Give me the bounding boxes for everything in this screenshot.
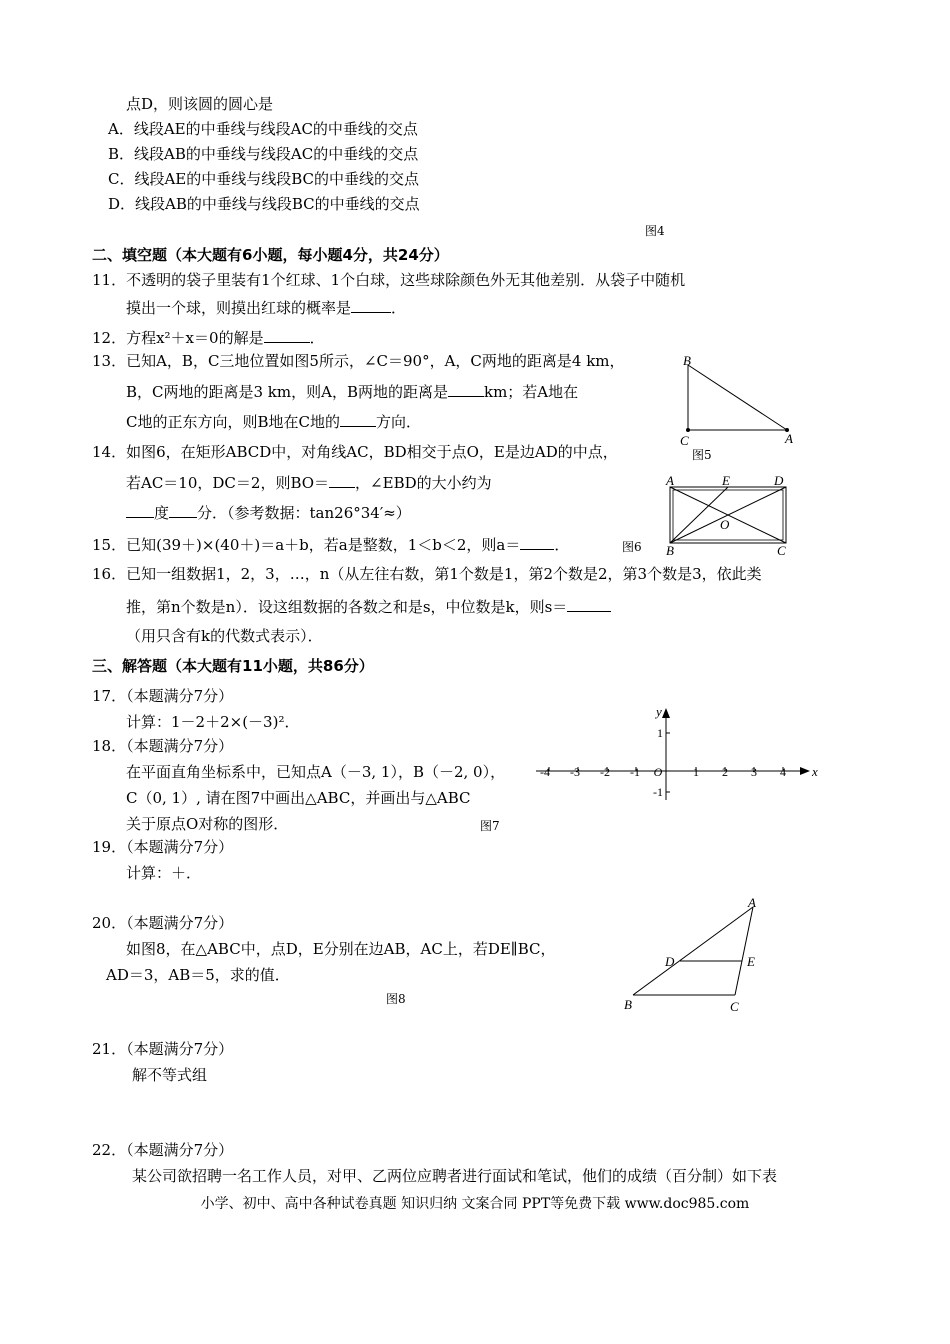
q14-line-1: 14．如图6，在矩形ABCD中，对角线AC，BD相交于点O，E是边AD的中点， — [92, 443, 618, 461]
q11-line-2: 摸出一个球，则摸出红球的概率是 ． — [126, 299, 407, 317]
answer-blank[interactable] — [169, 503, 197, 518]
q14-line-2: 若AC＝10，DC＝2，则BO＝ ，∠EBD的大小约为 — [126, 474, 492, 492]
q13-line-1: 13．已知A，B，C三地位置如图5所示，∠C＝90°，A，C两地的距离是4 km， — [92, 352, 625, 370]
label-b: B — [624, 997, 632, 1012]
x-axis-arrow — [800, 767, 810, 775]
label-a: A — [785, 431, 793, 446]
x-axis-label: x — [812, 764, 818, 779]
figure-5-caption: 图5 — [692, 448, 712, 462]
q22-body: 某公司欲招聘一名工作人员，对甲、乙两位应聘者进行面试和笔试，他们的成绩（百分制）如下表 — [132, 1167, 778, 1185]
y-tick-label: -1 — [653, 785, 663, 799]
figure-4-caption: 图4 — [645, 224, 665, 238]
answer-blank[interactable] — [264, 328, 310, 343]
label-e: E — [722, 473, 730, 488]
label-d: D — [665, 954, 675, 969]
q18-title: 18．（本题满分7分） — [92, 737, 234, 755]
answer-blank[interactable] — [340, 412, 376, 427]
q16-line-2: 推，第n个数是n）．设这组数据的各数之和是s，中位数是k，则s＝ — [126, 597, 611, 616]
q18-line-3: 关于原点O对称的图形． — [126, 815, 289, 833]
y-axis-arrow — [662, 708, 670, 718]
q12: 12．方程x²＋x＝0的解是 ． — [92, 329, 325, 347]
x-tick-label: 4 — [780, 765, 786, 779]
figure-7-caption: 图7 — [480, 819, 500, 833]
answer-blank[interactable] — [329, 473, 355, 488]
y-tick-label: 1 — [657, 726, 663, 740]
point-c — [686, 428, 690, 432]
q10-option-a: A．线段AE的中垂线与线段AC的中垂线的交点 — [108, 120, 418, 138]
q13-line-2: B，C两地的距离是3 km，则A，B两地的距离是 km；若A地在 — [126, 383, 579, 401]
figure-6-caption: 图6 — [622, 540, 642, 554]
label-d: D — [774, 473, 784, 488]
segment-ab — [688, 365, 787, 430]
label-c: C — [777, 543, 786, 558]
x-tick-label: -4 — [540, 765, 550, 779]
q20-title: 20．（本题满分7分） — [92, 914, 234, 932]
label-c: C — [680, 433, 689, 448]
figure-5-right-triangle — [670, 350, 810, 450]
q14-line-3: 度 分．（参考数据：tan26°34′≈） — [126, 503, 411, 522]
y-axis-label: y — [656, 704, 662, 719]
segment-be — [670, 487, 728, 543]
label-o: O — [720, 517, 730, 532]
q19-body: 计算：＋． — [126, 864, 202, 882]
q10-option-c: C．线段AE的中垂线与线段BC的中垂线的交点 — [108, 170, 420, 188]
x-tick-label: -3 — [570, 765, 580, 779]
section-3-heading: 三、解答题（本大题有11小题，共86分） — [92, 657, 374, 675]
q19-title: 19．（本题满分7分） — [92, 838, 234, 856]
q21-body: 解不等式组 — [132, 1066, 208, 1084]
q11-line-1: 11．不透明的袋子里装有1个红球、1个白球，这些球除颜色外无其他差别．从袋子中随机 — [92, 271, 686, 289]
q20-line-2: AD＝3，AB＝5，求的值． — [106, 966, 290, 984]
page-footer: 小学、初中、高中各种试卷真题 知识归纳 文案合同 PPT等免费下载 www.doc985.com — [200, 1196, 750, 1212]
label-a: A — [666, 473, 674, 488]
q17-body: 计算：1－2＋2×(－3)²． — [126, 713, 300, 731]
q18-line-1: 在平面直角坐标系中，已知点A（－3, 1），B（－2, 0）， — [126, 763, 506, 781]
q22-title: 22．（本题满分7分） — [92, 1141, 234, 1159]
x-tick-label: 3 — [751, 765, 757, 779]
q16-line-3: （用只含有k的代数式表示）． — [126, 627, 323, 645]
q10-option-d: D．线段AB的中垂线与线段BC的中垂线的交点 — [108, 195, 420, 213]
answer-blank[interactable] — [351, 298, 391, 313]
segment-ab — [633, 907, 753, 995]
x-tick-label: -1 — [630, 765, 640, 779]
q15: 15．已知(39＋)×(40＋)＝a＋b，若a是整数，1＜b＜2，则a＝ ． — [92, 536, 570, 554]
label-b: B — [683, 353, 691, 368]
x-tick-label: 2 — [722, 765, 728, 779]
figure-6-rectangle — [660, 475, 800, 565]
x-tick-label: -2 — [600, 765, 610, 779]
section-2-heading: 二、填空题（本大题有6小题，每小题4分，共24分） — [92, 246, 449, 264]
answer-blank[interactable] — [126, 503, 154, 518]
answer-blank[interactable] — [520, 535, 554, 550]
answer-blank[interactable] — [567, 597, 611, 612]
q20-line-1: 如图8，在△ABC中，点D，E分别在边AB，AC上，若DE∥BC， — [126, 940, 556, 958]
label-e: E — [747, 954, 755, 969]
x-tick-label: 1 — [693, 765, 699, 779]
label-c: C — [730, 999, 739, 1014]
q18-line-2: C（0, 1）, 请在图7中画出△ABC，并画出与△ABC — [126, 789, 471, 807]
answer-blank[interactable] — [448, 382, 484, 397]
figure-8-caption: 图8 — [386, 992, 406, 1006]
q17-title: 17．（本题满分7分） — [92, 687, 234, 705]
q16-line-1: 16．已知一组数据1，2，3，…，n（从左往右数，第1个数是1，第2个数是2，第3个数是3，依此类 — [92, 565, 762, 583]
q10-continuation: 点D，则该圆的圆心是 — [126, 95, 274, 113]
origin-label: O — [653, 765, 663, 779]
q13-line-3: C地的正东方向，则B地在C地的 方向． — [126, 413, 421, 431]
q10-option-b: B．线段AB的中垂线与线段AC的中垂线的交点 — [108, 145, 419, 163]
label-a: A — [748, 895, 756, 910]
segment-ac — [735, 907, 753, 995]
q21-title: 21．（本题满分7分） — [92, 1040, 234, 1058]
label-b: B — [666, 543, 674, 558]
figure-7-coordinate-axes — [530, 700, 820, 810]
figure-8-triangle — [618, 895, 768, 1015]
